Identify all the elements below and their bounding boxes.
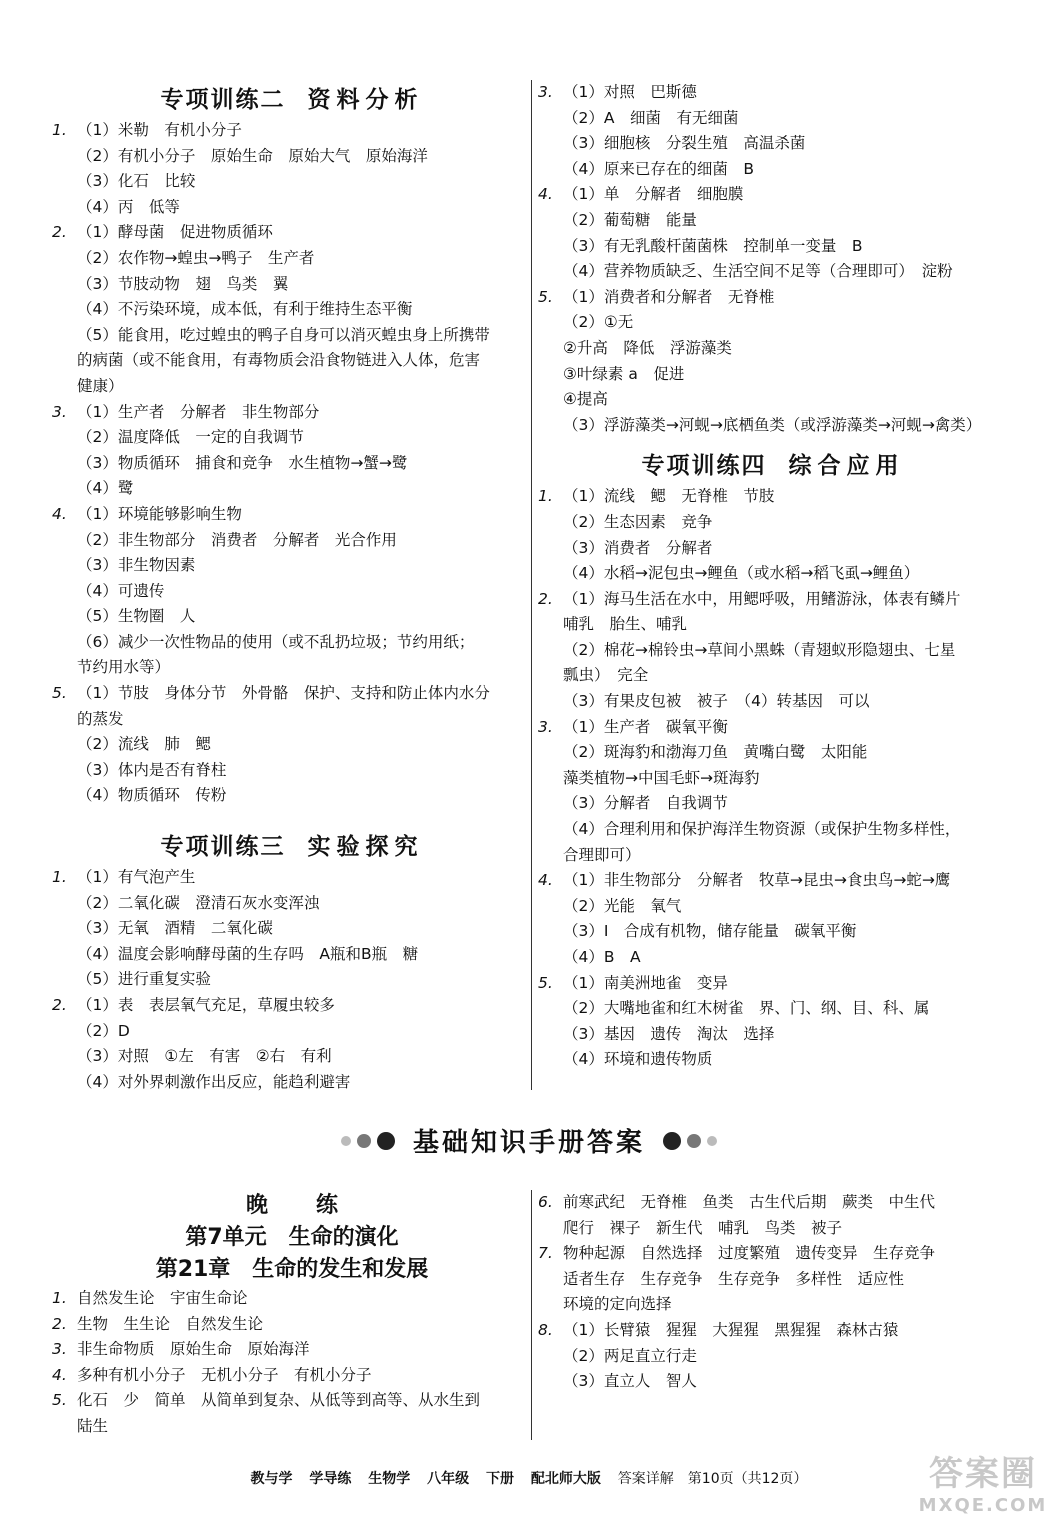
answer-text: （3）化石 比较 xyxy=(77,172,196,191)
answer-text: 的病菌（或不能食用，有毒物质会沿食物链进入人体，危害 xyxy=(77,351,481,370)
answer-line xyxy=(52,732,532,758)
question-number: 4. xyxy=(52,504,67,523)
footer-part: 配北师大版 xyxy=(530,1471,601,1487)
answer-text: （3）细胞核 分裂生殖 高温杀菌 xyxy=(563,134,806,153)
answer-text: （4）温度会影响酵母菌的生存吗 A瓶和B瓶 糖 xyxy=(77,944,419,963)
answer-line xyxy=(538,945,1008,971)
question-number: 3. xyxy=(52,1340,67,1359)
answer-line xyxy=(538,157,1008,183)
answer-line xyxy=(52,865,532,891)
answer-text: （1）生产者 分解者 非生物部分 xyxy=(77,402,320,421)
answer-text: （1）消费者和分解者 无脊椎 xyxy=(563,287,775,306)
answer-line xyxy=(538,80,1008,106)
question-number: 3. xyxy=(538,83,553,101)
section-title-4 xyxy=(538,448,1008,484)
answer-line xyxy=(52,323,532,349)
answer-text: （3）节肢动物 翅 鸟类 翼 xyxy=(77,274,289,293)
footer-part: 生物学 xyxy=(368,1471,411,1487)
evening-practice-left xyxy=(52,1190,532,1440)
answer-text: （3）直立人 智人 xyxy=(563,1372,697,1391)
question-number: 2. xyxy=(52,996,67,1014)
answer-line xyxy=(538,791,1008,817)
dot-icon xyxy=(663,1132,681,1150)
answer-text: （3）浮游藻类→河蚬→底栖鱼类（或浮游藻类→河蚬→禽类） xyxy=(563,415,982,434)
answer-line xyxy=(52,502,532,528)
answer-line xyxy=(538,234,1008,260)
answer-text: 物种起源 自然选择 过度繁殖 遗传变异 生存竞争 xyxy=(563,1244,936,1263)
answer-text: （5）生物圈 人 xyxy=(77,607,196,626)
answer-line xyxy=(52,169,532,195)
answer-line xyxy=(52,707,532,733)
answer-text: （3）消费者 分解者 xyxy=(563,538,713,557)
answer-text: （2）①无 xyxy=(563,313,634,332)
answer-text: （4）丙 低等 xyxy=(77,197,180,216)
answer-line xyxy=(538,1267,1008,1293)
answer-line xyxy=(52,758,532,784)
question-number: 4. xyxy=(52,1365,67,1384)
evening-answers-right xyxy=(538,1190,1008,1395)
answer-line xyxy=(538,689,1008,715)
answer-text: （3）非生物因素 xyxy=(77,556,196,575)
answer-text: 陆生 xyxy=(77,1416,109,1435)
answer-line xyxy=(52,1044,532,1070)
answer-text: 自然发生论 宇宙生命论 xyxy=(77,1289,248,1307)
answer-line xyxy=(52,451,532,477)
answer-text: （4）B A xyxy=(563,948,641,966)
answer-text: 藻类植物→中国毛虾→斑海豹 xyxy=(563,768,760,787)
question-number: 2. xyxy=(52,1314,67,1333)
answer-text: （3）对照 ①左 有害 ②右 有利 xyxy=(77,1047,332,1066)
question-number: 5. xyxy=(52,684,67,703)
answer-text: （4）原来已存在的细菌 B xyxy=(563,159,754,178)
answer-text: （1）表 表层氧气充足，草履虫较多 xyxy=(77,996,335,1014)
answer-text: （2）葡萄糖 能量 xyxy=(563,210,697,229)
answer-text: （2）棉花→棉铃虫→草间小黑蛛（青翅蚁形隐翅虫、七星 xyxy=(563,640,956,659)
question-number: 1. xyxy=(52,121,67,139)
answer-text: （4）鹭 xyxy=(77,479,134,498)
answer-line xyxy=(538,182,1008,208)
section-title-2 xyxy=(52,82,532,118)
answer-text: （2）斑海豹和渤海刀鱼 黄嘴白鹭 太阳能 xyxy=(563,743,868,762)
evening-practice-title: 晚练 xyxy=(245,1193,386,1218)
answer-text: （3）体内是否有脊柱 xyxy=(77,760,227,779)
answer-line xyxy=(52,1286,532,1312)
answer-text: （1）环境能够影响生物 xyxy=(77,504,242,523)
answer-text: （3）物质循环 捕食和竞争 水生植物→蟹→鹭 xyxy=(77,453,408,472)
answer-text: （3）有无乳酸杆菌菌株 控制单一变量 B xyxy=(563,236,863,255)
answer-text: （4）合理利用和保护海洋生物资源（或保护生物多样性， xyxy=(563,820,961,839)
section-2-answers xyxy=(52,118,532,809)
answer-line xyxy=(52,942,532,968)
answer-line xyxy=(538,1047,1008,1073)
question-number: 3. xyxy=(52,402,67,421)
answer-text: 非生命物质 原始生命 原始海洋 xyxy=(77,1340,310,1359)
answer-line xyxy=(538,843,1008,869)
question-number: 5. xyxy=(538,287,553,306)
answer-line xyxy=(52,348,532,374)
section-4-answers xyxy=(538,484,1008,1073)
question-number: 1. xyxy=(52,1289,67,1307)
answer-text: （6）减少一次性物品的使用（或不乱扔垃圾；节约用纸； xyxy=(77,632,475,651)
answer-text: （3）Ⅰ 合成有机物，储存能量 碳氧平衡 xyxy=(563,922,857,941)
question-number: 2. xyxy=(538,589,553,608)
answer-line xyxy=(538,1369,1008,1395)
answer-text: 的蒸发 xyxy=(77,709,124,728)
answer-text: 节约用水等） xyxy=(77,658,171,677)
answer-line xyxy=(52,1388,532,1414)
footer-page-info: 答案详解 第10页（共12页） xyxy=(617,1471,808,1487)
answer-line xyxy=(52,993,532,1019)
answer-text: （1）长臂猿 猩猩 大猩猩 黑猩猩 森林古猿 xyxy=(563,1320,899,1339)
footer-part: 教与学 xyxy=(250,1471,293,1487)
question-number: 5. xyxy=(52,1391,67,1410)
answer-text: （3）有果皮包被 被子 （4）转基因 可以 xyxy=(563,692,870,711)
answer-text: （4）物质循环 传粉 xyxy=(77,786,227,805)
banner-dots-left xyxy=(338,1131,398,1151)
answer-line xyxy=(538,919,1008,945)
answer-line xyxy=(52,400,532,426)
answer-line xyxy=(538,510,1008,536)
answer-text: （4）水稻→泥包虫→鲤鱼（或水稻→稻飞虱→鲤鱼） xyxy=(563,564,920,583)
answer-text: （2）生态因素 竞争 xyxy=(563,512,713,531)
evening-answers-left xyxy=(52,1286,532,1440)
watermark xyxy=(918,1446,1048,1526)
evening-practice-right xyxy=(538,1190,1008,1395)
answer-line xyxy=(52,220,532,246)
dot-icon xyxy=(707,1136,717,1146)
answer-line xyxy=(538,766,1008,792)
answer-line xyxy=(52,528,532,554)
answer-text: （4）对外界刺激作出反应，能趋利避害 xyxy=(77,1072,351,1091)
answer-text: （1）海马生活在水中，用鳃呼吸，用鳍游泳，体表有鳞片 xyxy=(563,589,961,608)
answer-line xyxy=(538,1292,1008,1318)
answer-line xyxy=(52,916,532,942)
question-number: 1. xyxy=(52,868,67,887)
answer-text: 生物 生生论 自然发生论 xyxy=(77,1314,264,1333)
watermark-logo: 答案圈 xyxy=(929,1454,1037,1494)
answer-line xyxy=(538,587,1008,613)
answer-line xyxy=(538,817,1008,843)
answer-line xyxy=(52,681,532,707)
answer-line xyxy=(52,1019,532,1045)
answer-text: （1）南美洲地雀 变异 xyxy=(563,973,728,992)
answer-text: （4）不污染环境，成本低，有利于维持生态平衡 xyxy=(77,300,413,319)
answer-text: 爬行 裸子 新生代 哺乳 鸟类 被子 xyxy=(563,1218,843,1237)
dot-icon xyxy=(357,1134,371,1148)
answer-line xyxy=(52,1337,532,1363)
answer-line xyxy=(52,579,532,605)
answer-line xyxy=(538,663,1008,689)
answer-line xyxy=(538,387,1008,413)
answer-line xyxy=(538,1318,1008,1344)
answer-text: 瓢虫） 完全 xyxy=(563,666,649,685)
answer-line xyxy=(538,1190,1008,1216)
footer-part: 学导练 xyxy=(309,1471,352,1487)
answer-line xyxy=(538,638,1008,664)
answer-text: 健康） xyxy=(77,376,124,395)
section-title-3-sub: 实验探究 xyxy=(307,834,424,861)
answer-text: （1）节肢 身体分节 外骨骼 保护、支持和防止体内水分 xyxy=(77,684,490,703)
answer-line xyxy=(52,891,532,917)
answer-text: （4）营养物质缺乏、生活空间不足等（合理即可） 淀粉 xyxy=(563,262,953,281)
answer-line xyxy=(52,783,532,809)
answer-line xyxy=(538,310,1008,336)
answer-line xyxy=(52,1312,532,1338)
answer-text: （1）米勒 有机小分子 xyxy=(77,121,242,139)
answer-text: ③叶绿素 a 促进 xyxy=(563,364,685,383)
section-title-3 xyxy=(52,829,532,865)
answer-text: （1）酵母菌 促进物质循环 xyxy=(77,223,273,242)
answer-line xyxy=(538,285,1008,311)
dot-icon xyxy=(377,1132,395,1150)
answer-line xyxy=(538,971,1008,997)
page-footer xyxy=(0,1468,1058,1488)
answer-line xyxy=(538,996,1008,1022)
answer-line xyxy=(538,1216,1008,1242)
question-number: 2. xyxy=(52,223,67,242)
answer-line xyxy=(538,336,1008,362)
answer-text: ②升高 降低 浮游藻类 xyxy=(563,338,732,357)
answer-text: （2）A 细菌 有无细菌 xyxy=(563,108,739,127)
section-title-4-name: 专项训练四 xyxy=(641,453,767,480)
answer-line xyxy=(52,630,532,656)
answer-text: （1）非生物部分 分解者 牧草→昆虫→食虫鸟→蛇→鹰 xyxy=(563,871,951,890)
answer-line xyxy=(52,425,532,451)
section-title-2-name: 专项训练二 xyxy=(160,87,286,113)
answer-text: （5）进行重复实验 xyxy=(77,970,211,989)
unit-title: 第7单元 生命的演化 xyxy=(185,1225,399,1250)
answer-text: ④提高 xyxy=(563,390,608,409)
answer-text: （3）基因 遗传 淘汰 选择 xyxy=(563,1024,775,1043)
footer-part: 八年级 xyxy=(427,1471,470,1487)
answer-line xyxy=(52,655,532,681)
section-title-4-sub: 综合应用 xyxy=(788,453,905,480)
answer-text: 合理即可） xyxy=(563,845,641,864)
answer-line xyxy=(538,131,1008,157)
dot-icon xyxy=(687,1134,701,1148)
answer-text: （1）对照 巴斯德 xyxy=(563,83,697,101)
answer-line xyxy=(538,740,1008,766)
answer-line xyxy=(538,561,1008,587)
answer-text: （1）有气泡产生 xyxy=(77,868,196,887)
answer-text: （2）非生物部分 消费者 分解者 光合作用 xyxy=(77,530,397,549)
answer-text: （4）可遗传 xyxy=(77,581,165,600)
answer-line xyxy=(538,413,1008,439)
left-column xyxy=(52,82,532,1095)
question-number: 7. xyxy=(538,1244,553,1263)
answer-line xyxy=(538,894,1008,920)
answer-text: 环境的定向选择 xyxy=(563,1295,672,1314)
answer-line xyxy=(538,868,1008,894)
answer-line xyxy=(538,208,1008,234)
answer-text: 适者生存 生存竞争 生存竞争 多样性 适应性 xyxy=(563,1269,905,1288)
answer-line xyxy=(538,1022,1008,1048)
section-title-2-sub: 资料分析 xyxy=(307,87,424,113)
watermark-url: MXQE.COM xyxy=(918,1495,1048,1516)
question-number: 4. xyxy=(538,871,553,890)
answer-line xyxy=(52,374,532,400)
answer-line xyxy=(52,297,532,323)
answer-line xyxy=(52,195,532,221)
answer-text: （4）环境和遗传物质 xyxy=(563,1050,713,1069)
answer-line xyxy=(52,246,532,272)
answer-text: （2）有机小分子 原始生命 原始大气 原始海洋 xyxy=(77,146,428,165)
answer-line xyxy=(52,272,532,298)
answer-text: （1）生产者 碳氧平衡 xyxy=(563,717,728,736)
question-number: 4. xyxy=(538,185,553,204)
answer-text: （2）温度降低 一定的自我调节 xyxy=(77,428,304,447)
answer-line xyxy=(538,484,1008,510)
answer-line xyxy=(538,259,1008,285)
dot-icon xyxy=(341,1136,351,1146)
question-number: 5. xyxy=(538,973,553,992)
answer-text: 化石 少 简单 从简单到复杂、从低等到高等、从水生到 xyxy=(77,1391,481,1410)
answer-line xyxy=(52,1070,532,1096)
question-number: 6. xyxy=(538,1193,553,1211)
answer-text: （3）分解者 自我调节 xyxy=(563,794,728,813)
banner-title: 基础知识手册答案 xyxy=(412,1128,645,1158)
answer-text: （1）流线 鳃 无脊椎 节肢 xyxy=(563,487,775,506)
answer-text: 前寒武纪 无脊椎 鱼类 古生代后期 蕨类 中生代 xyxy=(563,1193,936,1211)
answer-line xyxy=(52,1414,532,1440)
answer-text: （5）能食用，吃过蝗虫的鸭子自身可以消灭蝗虫身上所携带 xyxy=(77,325,490,344)
question-number: 1. xyxy=(538,487,553,506)
answer-line xyxy=(538,715,1008,741)
right-column xyxy=(538,80,1008,1073)
section-title-3-name: 专项训练三 xyxy=(160,834,286,861)
answer-text: （2）农作物→蝗虫→鸭子 生产者 xyxy=(77,248,315,267)
answer-line xyxy=(538,106,1008,132)
section-3-answers xyxy=(52,865,532,1095)
question-number: 3. xyxy=(538,717,553,736)
answer-line xyxy=(538,1344,1008,1370)
answer-line xyxy=(52,1363,532,1389)
banner-dots-right xyxy=(660,1131,720,1151)
answer-line xyxy=(538,536,1008,562)
answer-text: （2）流线 肺 鳃 xyxy=(77,735,211,754)
answer-line xyxy=(52,118,532,144)
handbook-banner xyxy=(0,1122,1058,1162)
answer-line xyxy=(52,604,532,630)
answer-line xyxy=(52,967,532,993)
answer-text: 多种有机小分子 无机小分子 有机小分子 xyxy=(77,1365,372,1384)
answer-line xyxy=(52,144,532,170)
answer-line xyxy=(538,1241,1008,1267)
chapter-title: 第21章 生命的发生和发展 xyxy=(155,1257,429,1282)
section-3-answers-continued xyxy=(538,80,1008,438)
answer-text: （1）单 分解者 细胞膜 xyxy=(563,185,744,204)
answer-line xyxy=(52,553,532,579)
answer-text: （2）两足直立行走 xyxy=(563,1346,697,1365)
answer-text: （2）D xyxy=(77,1021,130,1040)
answer-text: 哺乳 胎生、哺乳 xyxy=(563,615,688,634)
answer-line xyxy=(538,612,1008,638)
answer-text: （2）二氧化碳 澄清石灰水变浑浊 xyxy=(77,893,320,912)
footer-part: 下册 xyxy=(486,1471,515,1487)
answer-line xyxy=(52,476,532,502)
question-number: 8. xyxy=(538,1320,553,1339)
answer-text: （2）大嘴地雀和红木树雀 界、门、纲、目、科、属 xyxy=(563,999,930,1018)
answer-line xyxy=(538,362,1008,388)
answer-text: （3）无氧 酒精 二氧化碳 xyxy=(77,919,273,938)
answer-text: （2）光能 氧气 xyxy=(563,896,682,915)
